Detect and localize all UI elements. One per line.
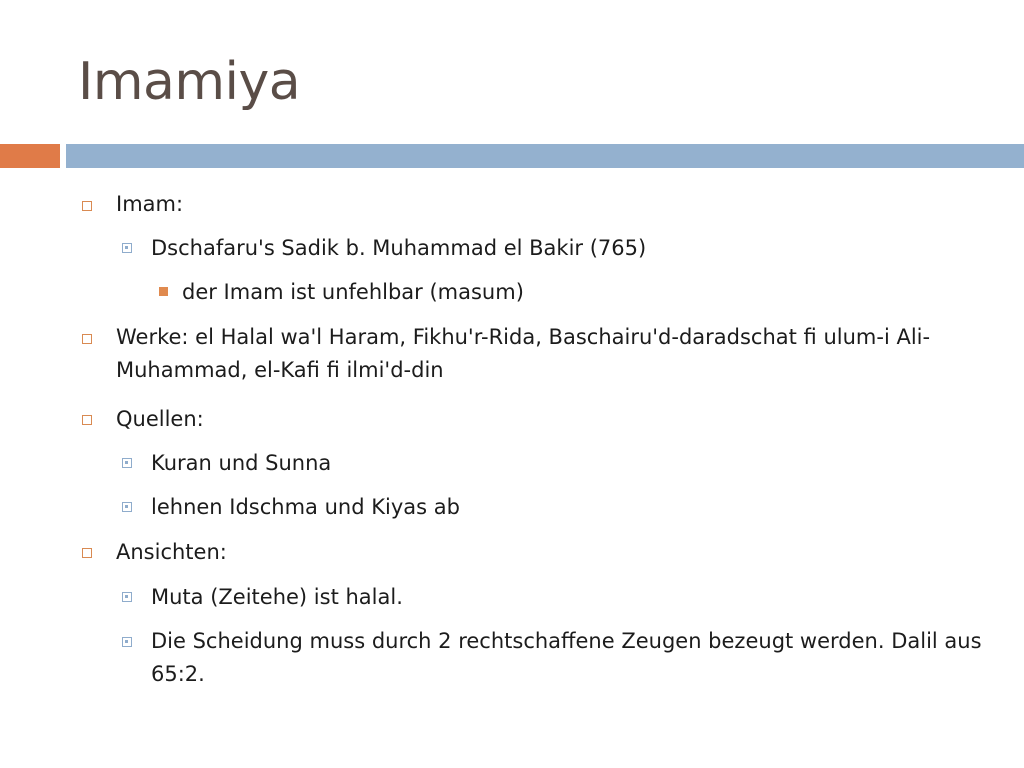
list-item: Ansichten: <box>116 540 227 564</box>
filled-square-bullet-icon <box>159 287 168 296</box>
square-bullet-icon <box>122 243 132 253</box>
list-item: Die Scheidung muss durch 2 rechtschaffene Zeugen bezeugt werden. Dalil aus 65:2. <box>151 629 982 686</box>
hollow-square-bullet-icon <box>82 334 92 344</box>
square-bullet-icon <box>122 637 132 647</box>
square-bullet-icon <box>122 592 132 602</box>
list-item: der Imam ist unfehlbar (masum) <box>182 280 524 304</box>
accent-bar-orange <box>0 144 60 168</box>
list-item: Werke: el Halal wa'l Haram, Fikhu'r-Rida, Baschairu'd-daradschat fi ulum-i Ali-Muhammad, el-Kafi fi ilmi'd-din <box>116 325 931 382</box>
square-bullet-icon <box>122 502 132 512</box>
accent-bar-blue <box>66 144 1024 168</box>
list-item: lehnen Idschma und Kiyas ab <box>151 495 460 519</box>
hollow-square-bullet-icon <box>82 548 92 558</box>
list-item: Quellen: <box>116 407 204 431</box>
list-item: Dschafaru's Sadik b. Muhammad el Bakir (765) <box>151 236 647 260</box>
hollow-square-bullet-icon <box>82 201 92 211</box>
slide-title: Imamiya <box>78 52 301 112</box>
square-bullet-icon <box>122 458 132 468</box>
hollow-square-bullet-icon <box>82 415 92 425</box>
list-item: Imam: <box>116 192 184 216</box>
list-item: Kuran und Sunna <box>151 451 332 475</box>
list-item: Muta (Zeitehe) ist halal. <box>151 585 403 609</box>
